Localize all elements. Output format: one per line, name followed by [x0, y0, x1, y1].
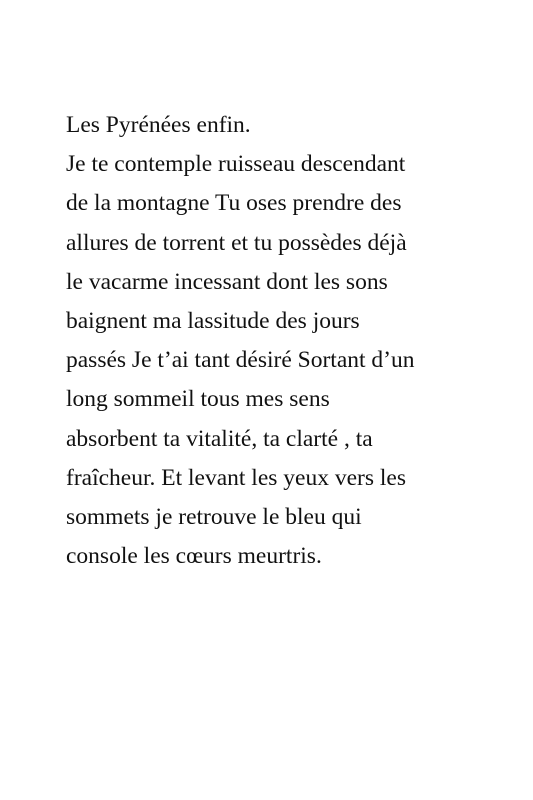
poem-line: Je te contemple ruisseau descendant — [66, 151, 406, 178]
poem-line: long sommeil tous mes sens — [66, 386, 330, 413]
poem-line: de la montagne Tu oses prendre des — [66, 190, 402, 217]
poem-line: sommets je retrouve le bleu qui — [66, 504, 362, 531]
poem-text — [66, 106, 506, 576]
poem-line: baignent ma lassitude des jours — [66, 308, 360, 335]
poem-line: Les Pyrénées enfin. — [66, 112, 251, 138]
poem-line: passés Je t’ai tant désiré Sortant d’un — [66, 347, 415, 374]
poem-line: console les cœurs meurtris. — [66, 543, 322, 570]
poem-line: fraîcheur. Et levant les yeux vers les — [66, 464, 406, 491]
poem-line: le vacarme incessant dont les sons — [66, 268, 388, 295]
poem-line: absorbent ta vitalité, ta clarté , ta — [66, 425, 373, 452]
poem-line: allures de torrent et tu possèdes déjà — [66, 229, 407, 256]
